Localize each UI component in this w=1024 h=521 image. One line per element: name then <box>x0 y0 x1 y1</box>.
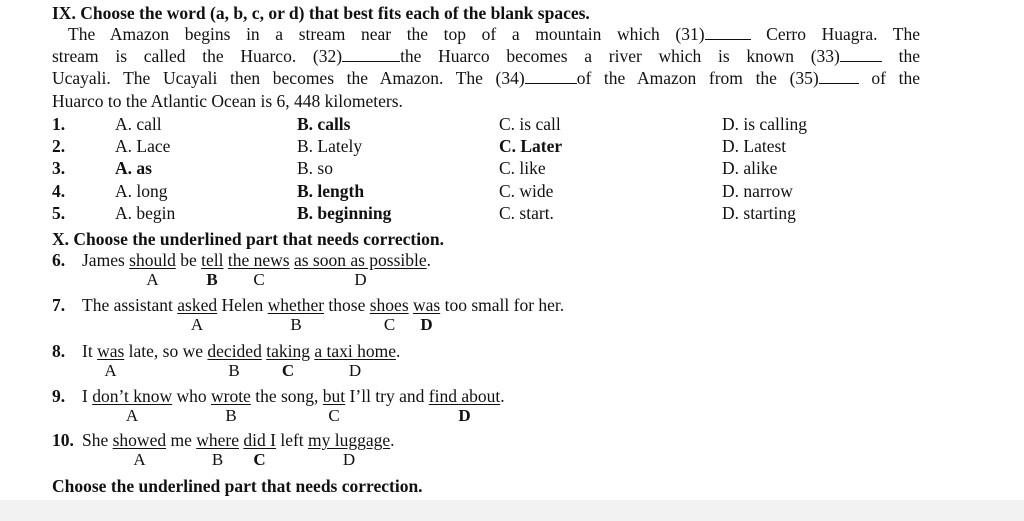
underlined-part-a[interactable]: showed <box>112 430 167 450</box>
sentence-text: Helen <box>217 295 268 315</box>
question-number: 7. <box>52 295 66 315</box>
underlined-part-d[interactable]: a taxi home <box>314 341 396 361</box>
answer-option[interactable]: D. alike <box>722 158 778 178</box>
underlined-part-a[interactable]: should <box>129 250 176 270</box>
sentence-text: . <box>395 341 401 361</box>
passage-line-2 <box>52 46 920 66</box>
answer-option[interactable]: A. Lace <box>115 136 171 156</box>
answer-letter-c: C <box>281 361 295 380</box>
sentence-text: I <box>82 386 93 406</box>
question-number: 10. <box>52 430 74 450</box>
answer-letter-c: C <box>253 450 266 469</box>
answer-option[interactable]: C. like <box>499 158 546 178</box>
answer-option[interactable]: A. as <box>115 158 152 178</box>
underlined-part-c[interactable]: did I <box>243 430 276 450</box>
answer-letter-c: C <box>383 315 396 334</box>
underlined-part-d[interactable]: was <box>413 295 441 315</box>
sentence-text: . <box>426 250 432 270</box>
blank-35[interactable] <box>819 69 859 84</box>
underlined-part-b[interactable]: whether <box>267 295 325 315</box>
sentence-text: be <box>175 250 202 270</box>
underlined-part-c[interactable]: taking <box>266 341 310 361</box>
sentence <box>82 341 400 361</box>
sentence-text: The assistant <box>82 295 178 315</box>
answer-letter-d: D <box>354 270 367 289</box>
underlined-part-a[interactable]: asked <box>177 295 218 315</box>
passage-text: of the <box>871 68 921 88</box>
passage-line-3 <box>52 68 920 88</box>
page-margin <box>972 0 1024 500</box>
sentence <box>82 386 505 406</box>
blank-32[interactable] <box>342 47 400 62</box>
answer-letter-d: D <box>348 361 362 380</box>
underlined-part-d[interactable]: find about <box>428 386 501 406</box>
answer-letter-a: A <box>125 406 139 425</box>
sentence <box>82 250 431 270</box>
passage-line-1 <box>52 24 920 44</box>
sentence-text: James <box>82 250 130 270</box>
answer-option[interactable]: C. is call <box>499 114 561 134</box>
answer-option[interactable]: D. narrow <box>722 181 793 201</box>
answer-option[interactable]: B. length <box>297 181 365 201</box>
answer-option[interactable]: A. call <box>115 114 162 134</box>
question-number: 6. <box>52 250 66 270</box>
blank-34[interactable] <box>525 69 577 84</box>
question-number: 9. <box>52 386 66 406</box>
answer-letter-a: A <box>146 270 159 289</box>
question-number: 8. <box>52 341 66 361</box>
question-number: 5. <box>52 203 66 223</box>
answer-option[interactable]: D. starting <box>722 203 796 223</box>
passage-text: stream is called the Huarco. (32) <box>52 46 343 66</box>
passage-text: the <box>898 46 920 66</box>
sentence-text: left <box>275 430 309 450</box>
answer-option[interactable]: B. beginning <box>297 203 392 223</box>
answer-option[interactable]: C. Later <box>499 136 563 156</box>
underlined-part-c[interactable]: but <box>322 386 346 406</box>
passage-text: the Huarco becomes a river which is known (33) <box>400 46 840 66</box>
answer-option[interactable]: C. start. <box>499 203 554 223</box>
answer-letter-c: C <box>328 406 340 425</box>
sentence-text: . <box>390 430 395 450</box>
passage-text: The Amazon begins in a stream near the top of a mountain which (31) <box>68 24 705 44</box>
question-number: 3. <box>52 158 66 178</box>
answer-option[interactable]: C. wide <box>499 181 554 201</box>
answer-letter-d: D <box>420 315 433 334</box>
section-x-heading: X. Choose the underlined part that needs correction. <box>52 229 444 249</box>
passage-text: of the Amazon from the (35) <box>576 68 819 88</box>
underlined-part-b[interactable]: wrote <box>210 386 251 406</box>
sentence-text: me <box>166 430 197 450</box>
answer-letter-b: B <box>225 406 237 425</box>
answer-letter-b: B <box>290 315 302 334</box>
passage-text: Cerro Huagra. The <box>766 24 920 44</box>
underlined-part-c[interactable]: the news <box>227 250 290 270</box>
underlined-part-b[interactable]: where <box>196 430 239 450</box>
underlined-part-d[interactable]: my luggage <box>308 430 391 450</box>
answer-option[interactable]: B. calls <box>297 114 351 134</box>
sentence-text: . <box>500 386 505 406</box>
answer-letter-b: B <box>211 450 224 469</box>
answer-letter-d: D <box>342 450 356 469</box>
sentence-text: who <box>172 386 211 406</box>
answer-letter-b: B <box>228 361 240 380</box>
answer-option[interactable]: B. Lately <box>297 136 363 156</box>
sentence-text: She <box>82 430 113 450</box>
passage-text: Ucayali. The Ucayali then becomes the Amazon. The (34) <box>52 68 525 88</box>
answer-option[interactable]: D. Latest <box>722 136 787 156</box>
question-number: 2. <box>52 136 66 156</box>
answer-letter-a: A <box>133 450 146 469</box>
blank-33[interactable] <box>840 47 882 62</box>
sentence-text: the song, <box>250 386 323 406</box>
sentence-text: too small for her. <box>440 295 565 315</box>
underlined-part-d[interactable]: as soon as possible <box>293 250 427 270</box>
answer-letter-d: D <box>458 406 471 425</box>
underlined-part-b[interactable]: decided <box>207 341 262 361</box>
footer-heading: Choose the underlined part that needs correction. <box>52 476 423 496</box>
sentence <box>82 295 564 315</box>
answer-letter-c: C <box>253 270 265 289</box>
answer-letter-a: A <box>190 315 204 334</box>
answer-letter-b: B <box>206 270 218 289</box>
underlined-part-a[interactable]: was <box>97 341 125 361</box>
passage-line-4 <box>52 91 920 111</box>
question-number: 4. <box>52 181 66 201</box>
section-ix-heading: IX. Choose the word (a, b, c, or d) that best fits each of the blank spaces. <box>52 3 590 23</box>
underlined-part-b[interactable]: tell <box>201 250 224 270</box>
answer-option[interactable]: A. long <box>115 181 168 201</box>
underlined-part-c[interactable]: shoes <box>369 295 409 315</box>
sentence-text: late, so we <box>124 341 208 361</box>
question-number: 1. <box>52 114 66 134</box>
passage-text: Huarco to the Atlantic Ocean is 6, 448 kilometers. <box>52 91 403 111</box>
answer-option[interactable]: A. begin <box>115 203 176 223</box>
sentence-text: those <box>324 295 370 315</box>
answer-option[interactable]: B. so <box>297 158 333 178</box>
sentence <box>82 430 395 450</box>
sentence-text: I’ll try and <box>345 386 429 406</box>
underlined-part-a[interactable]: don’t know <box>92 386 173 406</box>
answer-letter-a: A <box>104 361 117 380</box>
answer-option[interactable]: D. is calling <box>722 114 808 134</box>
sentence-text: It <box>82 341 98 361</box>
blank-31[interactable] <box>705 25 751 40</box>
